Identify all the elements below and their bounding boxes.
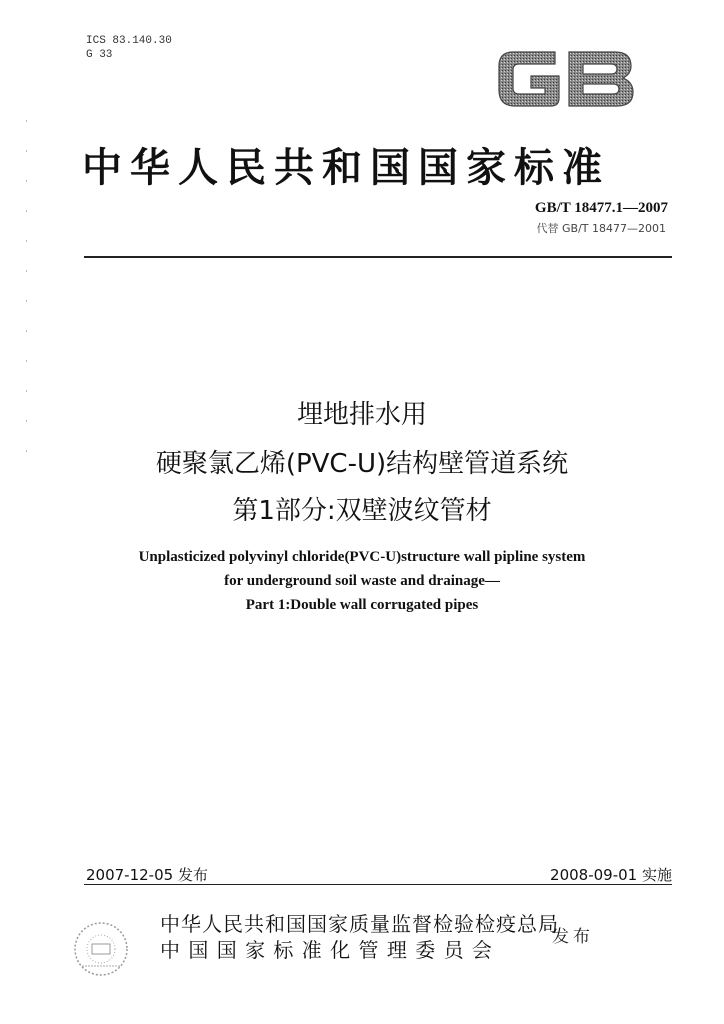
org-title: 中华人民共和国国家标准 — [82, 144, 610, 191]
issue-label: 发布 — [552, 927, 594, 947]
official-seal — [70, 918, 132, 980]
title-en-line3: Part 1:Double wall corrugated pipes — [245, 597, 479, 613]
gb-logo — [493, 40, 638, 115]
standard-number: GB/T 18477.1—2007 — [534, 200, 668, 216]
title-en-line1: Unplasticized polyvinyl chloride(PVC-U)structure wall pipline system — [138, 549, 586, 565]
title-en-line2: for underground soil waste and drainage— — [224, 573, 500, 589]
ics-code: ICS 83.140.30 — [86, 35, 172, 47]
ccs-code: G 33 — [86, 49, 113, 61]
issuer-line2: 中 国 国 家 标 准 化 管 理 委 员 会 — [160, 938, 493, 962]
effective-date: 2008-09-01 实施 — [550, 866, 672, 884]
issuer-line1: 中华人民共和国国家质量监督检验检疫总局 — [160, 912, 559, 936]
issue-date: 2007-12-05 发布 — [86, 866, 208, 884]
replaces-standard: 代替 GB/T 18477—2001 — [536, 222, 666, 235]
title-cn-line3: 第1部分:双壁波纹管材 — [232, 496, 492, 526]
footer-divider — [84, 884, 672, 885]
header-divider — [84, 256, 672, 258]
title-cn-line2: 硬聚氯乙烯(PVC-U)结构壁管道系统 — [155, 449, 569, 479]
title-cn-line1: 埋地排水用 — [296, 400, 427, 430]
